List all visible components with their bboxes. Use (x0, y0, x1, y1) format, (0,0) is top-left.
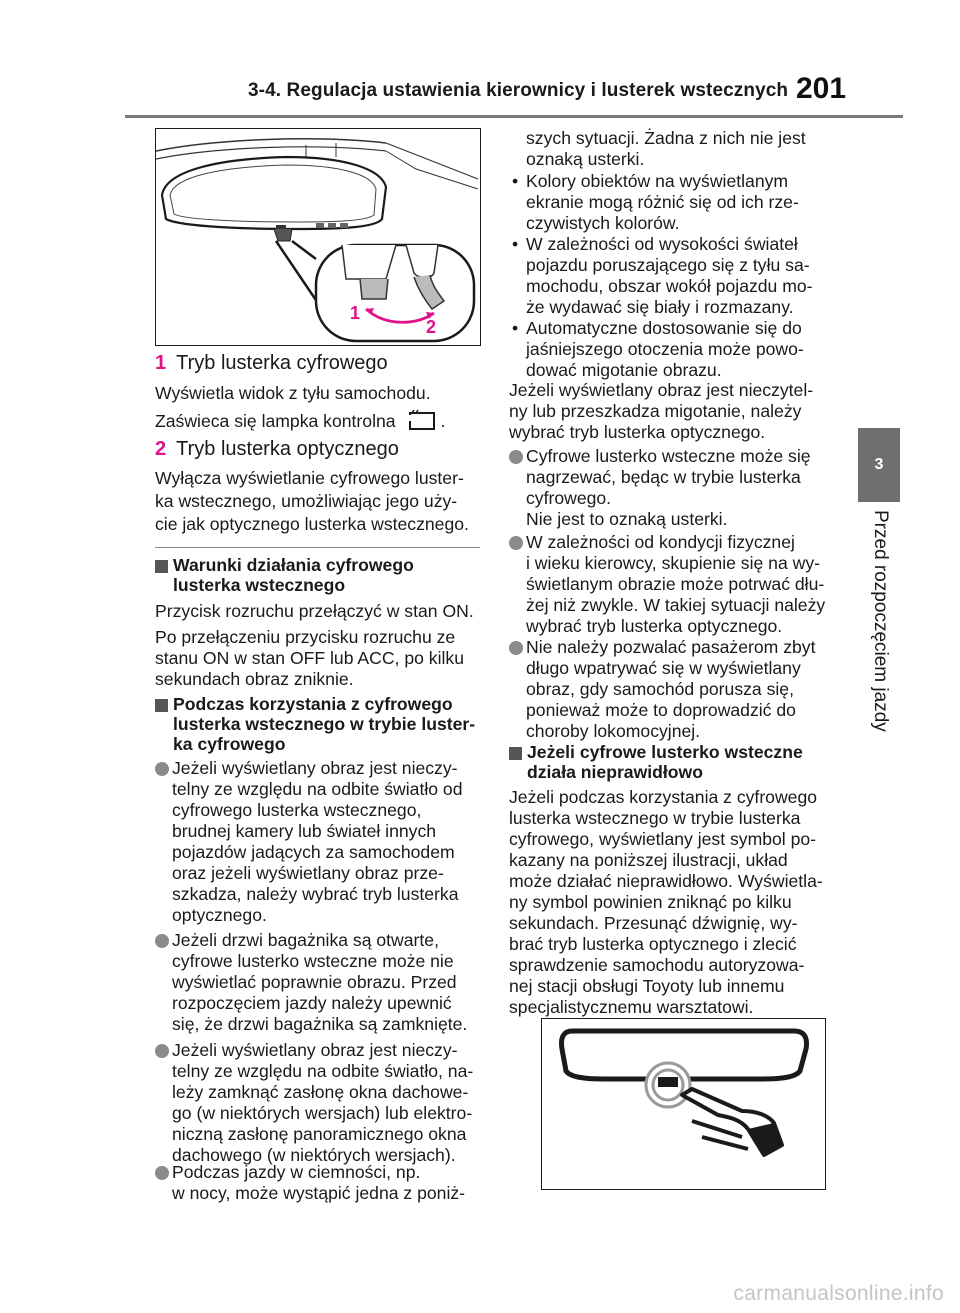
bullet-dot-icon (509, 450, 523, 464)
bullet-dot-icon (509, 536, 523, 550)
figure-label-2: 2 (426, 317, 437, 337)
bullet-item: W zależności od kondycji fizycznej i wieku kierowcy, skupienie się na wy- świetlanym obrazie może potrwać dłu- żej niż zwykle. W takiej sytuacji należy wybrać tryb lusterka optycznego. (509, 532, 825, 637)
bullet-dot-icon (155, 1044, 169, 1058)
section-square-icon (155, 560, 168, 573)
mode-2-title: Tryb lusterka optycznego (176, 438, 399, 460)
mode-1-desc-2-end: . (440, 411, 446, 432)
continued-paragraph: szych sytuacji. Żadna z nich nie jest oznaką usterki. (526, 128, 806, 169)
mode-1-heading (155, 351, 388, 375)
header-divider (125, 115, 903, 118)
section-divider (155, 547, 480, 548)
mode-2-desc-line: Wyłącza wyświetlanie cyfrowego luster- (155, 468, 464, 488)
page-number: 201 (796, 72, 847, 105)
mirror-hand-svg (542, 1019, 825, 1189)
dot-list-item: • Kolory obiektów na wyświetlanym ekranie mogą różnić się od ich rze- czywistych kolorów. (512, 171, 799, 233)
section-square-icon (155, 699, 168, 712)
paragraph: Po przełączeniu przycisku rozruchu ze stanu ON w stan OFF lub ACC, po kilku sekundach obraz zniknie. (155, 627, 464, 689)
heading-line: lusterka wstecznego (173, 575, 346, 595)
mode-1-number: 1 (155, 352, 167, 374)
chapter-label: Przed rozpoczęciem jazdy (870, 510, 891, 732)
paragraph: Jeżeli podczas korzystania z cyfrowego lusterka wstecznego w trybie lusterka cyfrowego, wyświetlany jest symbol po- kazany na poniższej ilustracji, układ może działać nieprawidłowo. Wyświetla- ny symbol powinien zniknąć po kilku sekundach. Przesunąć dźwignię, wy- brać tryb lusterka optycznego i zlecić sprawdzenie samochodu autoryzowa- nej stacji obsługi Toyoty lub innemu specjalistycznemu warsztatowi. (509, 787, 823, 1017)
mode-2-desc-line: ka wstecznego, umożliwiając jego uży- (155, 491, 458, 511)
mirror-lever-svg (156, 129, 480, 345)
mode-2-desc-line: cie jak optycznego lusterka wstecznego. (155, 514, 469, 534)
mirror-lever-illustration (155, 128, 481, 346)
paragraph: Jeżeli wyświetlany obraz jest nieczytel- ny lub przeszkadza migotanie, należy wybrać tryb lusterka optycznego. (509, 380, 814, 442)
section-heading-digital-mode: Podczas korzystania z cyfrowego lusterka wstecznego w trybie luster- ka cyfrowego (155, 694, 475, 754)
mode-2-number: 2 (155, 438, 167, 460)
mode-1-title: Tryb lusterka cyfrowego (176, 352, 388, 374)
site-watermark: carmanualsonline.info (733, 1282, 944, 1305)
mode-1-desc-2-text: Zaświeca się lampka kontrolna (155, 411, 396, 432)
mode-1-desc-2 (155, 409, 445, 436)
bullet-dot-icon (509, 641, 523, 655)
bullet-item: Cyfrowe lusterko wsteczne może się nagrzewać, będąc w trybie lusterka cyfrowego. Nie jest to oznaką usterki. (509, 446, 811, 530)
bullet-item: Nie należy pozwalać pasażerom zbyt długo wpatrywać się w wyświetlany obraz, gdy samochód porusza się, ponieważ może to doprowadzić do choroby lokomocyjnej. (509, 637, 815, 742)
section-heading-conditions (155, 555, 414, 595)
bullet-item: Podczas jazdy w ciemności, np. w nocy, może wystąpić jedna z poniż- (155, 1162, 465, 1204)
bullet-dot-icon (155, 762, 169, 776)
heading-line: Warunki działania cyfrowego (173, 555, 414, 575)
bullet-item: Jeżeli wyświetlany obraz jest nieczy- telny ze względu na odbite światło od cyfrowego lusterka wstecznego, brudnej kamery lub świateł innych pojazdów jadących za samochodem oraz jeżeli wyświetlany obraz prze- szkadza, należy wybrać tryb lusterka optycznego. (155, 758, 462, 926)
mode-2-heading (155, 437, 399, 461)
mode-1-desc-1: Wyświetla widok z tyłu samochodu. (155, 383, 431, 403)
bullet-item: Jeżeli wyświetlany obraz jest nieczy- telny ze względu na odbite światło, na- leży zamknąć zasłonę okna dachowe- go (w niektórych wersjach) lub elektro- niczną zasłonę panoramicznego okna dachowego (w niektórych wersjach). (155, 1040, 473, 1166)
chapter-number: 3 (874, 456, 884, 473)
bullet-dot-icon (155, 1166, 169, 1180)
section-square-icon (509, 747, 522, 760)
paragraph: Przycisk rozruchu przełączyć w stan ON. (155, 601, 474, 621)
bullet-dot-icon (155, 934, 169, 948)
dot-list-item: • Automatyczne dostosowanie się do jaśniejszego otoczenia może powo- dować migotanie obrazu. (512, 318, 804, 380)
digital-mirror-indicator-icon (408, 409, 436, 436)
page-header-title: 3-4. Regulacja ustawienia kierownicy i lusterek wstecznych (248, 80, 789, 101)
section-heading-malfunction: Jeżeli cyfrowe lusterko wsteczne działa nieprawidłowo (509, 742, 803, 782)
mirror-lever-hand-illustration (541, 1018, 826, 1190)
bullet-item: Jeżeli drzwi bagażnika są otwarte, cyfrowe lusterko wsteczne może nie wyświetlać poprawnie obrazu. Przed rozpoczęciem jazdy należy upewnić się, że drzwi bagażnika są zamknięte. (155, 930, 467, 1035)
dot-list-item: • W zależności od wysokości świateł pojazdu poruszającego się z tyłu sa- mochodu, obszar wokół pojazdu mo- że wydawać się biały i rozmazany. (512, 234, 813, 317)
figure-label-1: 1 (350, 303, 361, 323)
chapter-tab[interactable] (858, 428, 900, 502)
